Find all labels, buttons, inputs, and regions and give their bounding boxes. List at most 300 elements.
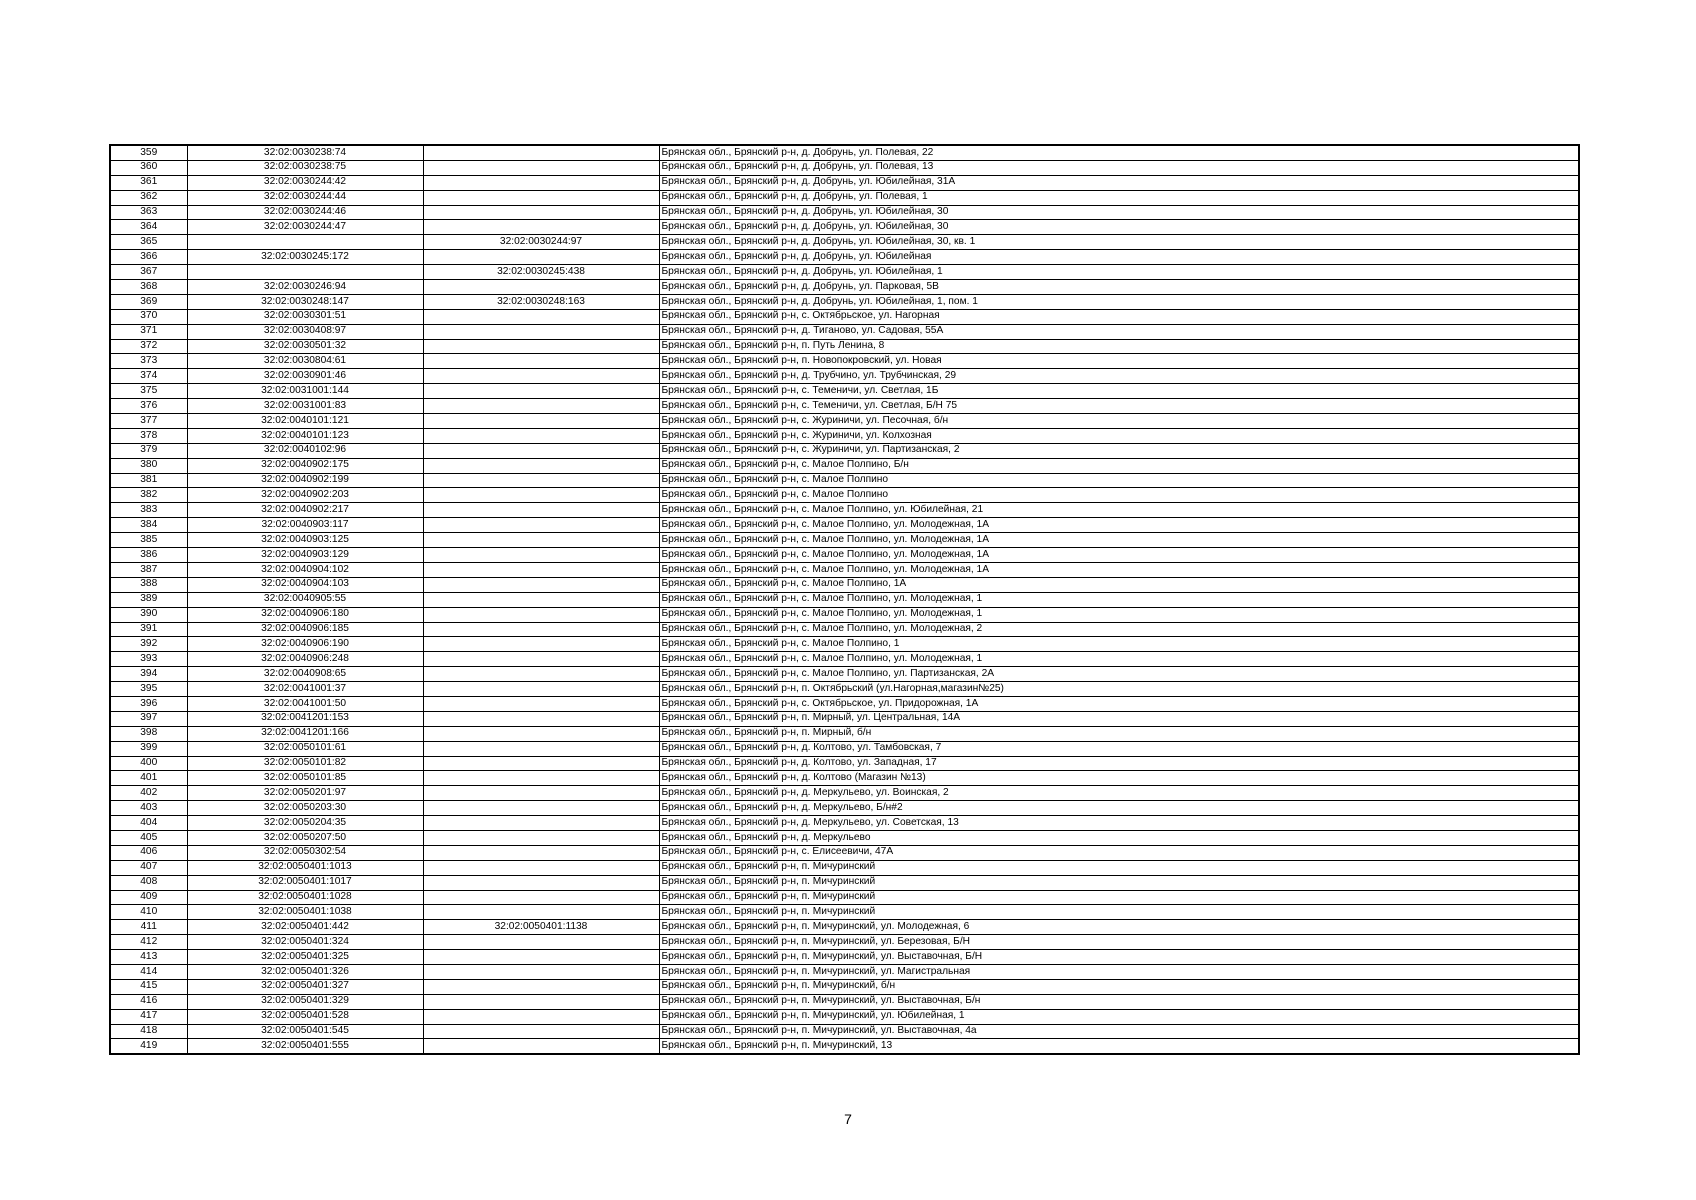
table-row (110, 294, 1579, 309)
table-row (110, 488, 1579, 503)
related-cadastral-number-cell (423, 741, 659, 756)
address-cell: Брянская обл., Брянский р-н, с. Журиничи, ул. Песочная, б/н (659, 414, 1579, 429)
address-cell: Брянская обл., Брянский р-н, п. Новопокровский, ул. Новая (659, 354, 1579, 369)
table-row (110, 339, 1579, 354)
address-cell: Брянская обл., Брянский р-н, п. Мичуринский (659, 860, 1579, 875)
related-cadastral-number-cell (423, 845, 659, 860)
row-number-cell: 376 (110, 399, 187, 414)
address-cell: Брянская обл., Брянский р-н, с. Малое Полпино, ул. Партизанская, 2А (659, 667, 1579, 682)
table-row (110, 1009, 1579, 1024)
address-cell: Брянская обл., Брянский р-н, с. Малое Полпино, 1 (659, 637, 1579, 652)
related-cadastral-number-cell (423, 533, 659, 548)
related-cadastral-number-cell (423, 354, 659, 369)
row-number-cell: 365 (110, 235, 187, 250)
table-row (110, 518, 1579, 533)
row-number-cell: 415 (110, 979, 187, 994)
table-row (110, 935, 1579, 950)
table-row (110, 771, 1579, 786)
row-number-cell: 395 (110, 682, 187, 697)
address-cell: Брянская обл., Брянский р-н, с. Октябрьское, ул. Придорожная, 1А (659, 696, 1579, 711)
cadastral-number-cell: 32:02:0050401:327 (187, 979, 423, 994)
table-row (110, 741, 1579, 756)
related-cadastral-number-cell (423, 786, 659, 801)
address-cell: Брянская обл., Брянский р-н, п. Мирный, ул. Центральная, 14А (659, 711, 1579, 726)
cadastral-number-cell: 32:02:0050401:528 (187, 1009, 423, 1024)
row-number-cell: 368 (110, 280, 187, 295)
table-row (110, 726, 1579, 741)
address-cell: Брянская обл., Брянский р-н, д. Колтово, ул. Западная, 17 (659, 756, 1579, 771)
address-cell: Брянская обл., Брянский р-н, п. Мирный, б/н (659, 726, 1579, 741)
row-number-cell: 366 (110, 250, 187, 265)
address-cell: Брянская обл., Брянский р-н, п. Мичуринский, ул. Выставочная, Б/н (659, 994, 1579, 1009)
related-cadastral-number-cell (423, 369, 659, 384)
cadastral-number-cell: 32:02:0050401:545 (187, 1024, 423, 1039)
cadastral-number-cell: 32:02:0030244:47 (187, 220, 423, 235)
table-row (110, 682, 1579, 697)
table-row (110, 428, 1579, 443)
row-number-cell: 414 (110, 964, 187, 979)
row-number-cell: 408 (110, 875, 187, 890)
row-number-cell: 409 (110, 890, 187, 905)
address-cell: Брянская обл., Брянский р-н, д. Добрунь, ул. Юбилейная, 1 (659, 265, 1579, 280)
cadastral-number-cell: 32:02:0030301:51 (187, 309, 423, 324)
table-row (110, 250, 1579, 265)
related-cadastral-number-cell (423, 145, 659, 160)
cadastral-number-cell: 32:02:0040906:180 (187, 607, 423, 622)
row-number-cell: 361 (110, 175, 187, 190)
table-row (110, 964, 1579, 979)
table-row (110, 414, 1579, 429)
cadastral-number-cell: 32:02:0050401:1028 (187, 890, 423, 905)
table-row (110, 324, 1579, 339)
row-number-cell: 403 (110, 801, 187, 816)
cadastral-number-cell: 32:02:0040902:203 (187, 488, 423, 503)
row-number-cell: 370 (110, 309, 187, 324)
related-cadastral-number-cell (423, 175, 659, 190)
table-row (110, 265, 1579, 280)
related-cadastral-number-cell (423, 1009, 659, 1024)
address-cell: Брянская обл., Брянский р-н, д. Меркульево, ул. Советская, 13 (659, 816, 1579, 831)
row-number-cell: 363 (110, 205, 187, 220)
table-row (110, 652, 1579, 667)
row-number-cell: 387 (110, 562, 187, 577)
cadastral-number-cell: 32:02:0041001:37 (187, 682, 423, 697)
address-cell: Брянская обл., Брянский р-н, п. Мичуринский, ул. Выставочная, 4а (659, 1024, 1579, 1039)
cadastral-number-cell: 32:02:0040904:103 (187, 577, 423, 592)
cadastral-number-cell: 32:02:0030246:94 (187, 280, 423, 295)
cadastral-number-cell: 32:02:0050401:555 (187, 1039, 423, 1054)
address-cell: Брянская обл., Брянский р-н, д. Добрунь, ул. Юбилейная, 30 (659, 205, 1579, 220)
address-cell: Брянская обл., Брянский р-н, д. Меркульево, ул. Воинская, 2 (659, 786, 1579, 801)
cadastral-number-cell: 32:02:0030501:32 (187, 339, 423, 354)
row-number-cell: 419 (110, 1039, 187, 1054)
cadastral-number-cell: 32:02:0050101:82 (187, 756, 423, 771)
related-cadastral-number-cell (423, 443, 659, 458)
cadastral-number-cell: 32:02:0050401:324 (187, 935, 423, 950)
cadastral-number-cell: 32:02:0050401:325 (187, 950, 423, 965)
related-cadastral-number-cell (423, 309, 659, 324)
row-number-cell: 418 (110, 1024, 187, 1039)
row-number-cell: 380 (110, 458, 187, 473)
address-cell: Брянская обл., Брянский р-н, д. Колтово (Магазин №13) (659, 771, 1579, 786)
related-cadastral-number-cell (423, 324, 659, 339)
address-cell: Брянская обл., Брянский р-н, п. Мичуринский, ул. Юбилейная, 1 (659, 1009, 1579, 1024)
cadastral-number-cell: 32:02:0050401:442 (187, 920, 423, 935)
address-cell: Брянская обл., Брянский р-н, д. Добрунь, ул. Парковая, 5В (659, 280, 1579, 295)
table-row (110, 830, 1579, 845)
address-cell: Брянская обл., Брянский р-н, д. Добрунь, ул. Юбилейная, 30, кв. 1 (659, 235, 1579, 250)
row-number-cell: 379 (110, 443, 187, 458)
cadastral-number-cell: 32:02:0030244:44 (187, 190, 423, 205)
cadastral-number-cell: 32:02:0040903:129 (187, 548, 423, 563)
table-row (110, 473, 1579, 488)
row-number-cell: 369 (110, 294, 187, 309)
cadastral-number-cell: 32:02:0050401:326 (187, 964, 423, 979)
related-cadastral-number-cell (423, 905, 659, 920)
row-number-cell: 386 (110, 548, 187, 563)
row-number-cell: 382 (110, 488, 187, 503)
address-cell: Брянская обл., Брянский р-н, д. Добрунь, ул. Полевая, 1 (659, 190, 1579, 205)
cadastral-number-cell: 32:02:0040102:96 (187, 443, 423, 458)
cadastral-number-cell: 32:02:0040903:125 (187, 533, 423, 548)
related-cadastral-number-cell (423, 875, 659, 890)
row-number-cell: 371 (110, 324, 187, 339)
address-cell: Брянская обл., Брянский р-н, д. Меркульево (659, 830, 1579, 845)
related-cadastral-number-cell (423, 667, 659, 682)
address-cell: Брянская обл., Брянский р-н, с. Малое Полпино, ул. Молодежная, 1А (659, 548, 1579, 563)
cadastral-number-cell: 32:02:0040101:121 (187, 414, 423, 429)
table-row (110, 875, 1579, 890)
row-number-cell: 375 (110, 384, 187, 399)
related-cadastral-number-cell (423, 756, 659, 771)
table-row (110, 711, 1579, 726)
table-row (110, 1024, 1579, 1039)
cadastral-number-cell: 32:02:0040906:248 (187, 652, 423, 667)
cadastral-number-cell: 32:02:0030408:97 (187, 324, 423, 339)
table-row (110, 145, 1579, 160)
related-cadastral-number-cell (423, 830, 659, 845)
related-cadastral-number-cell: 32:02:0030248:163 (423, 294, 659, 309)
address-cell: Брянская обл., Брянский р-н, п. Мичуринский, ул. Молодежная, 6 (659, 920, 1579, 935)
row-number-cell: 373 (110, 354, 187, 369)
row-number-cell: 406 (110, 845, 187, 860)
related-cadastral-number-cell (423, 950, 659, 965)
cadastral-number-cell (187, 265, 423, 280)
address-cell: Брянская обл., Брянский р-н, д. Добрунь, ул. Юбилейная, 1, пом. 1 (659, 294, 1579, 309)
address-cell: Брянская обл., Брянский р-н, п. Мичуринский, ул. Магистральная (659, 964, 1579, 979)
address-cell: Брянская обл., Брянский р-н, п. Октябрьский (ул.Нагорная,магазин№25) (659, 682, 1579, 697)
row-number-cell: 412 (110, 935, 187, 950)
address-cell: Брянская обл., Брянский р-н, д. Колтово, ул. Тамбовская, 7 (659, 741, 1579, 756)
related-cadastral-number-cell (423, 622, 659, 637)
table-row (110, 354, 1579, 369)
table-row (110, 890, 1579, 905)
table-row (110, 801, 1579, 816)
related-cadastral-number-cell (423, 548, 659, 563)
table-row (110, 607, 1579, 622)
table-row (110, 905, 1579, 920)
row-number-cell: 405 (110, 830, 187, 845)
row-number-cell: 372 (110, 339, 187, 354)
table-row (110, 637, 1579, 652)
row-number-cell: 411 (110, 920, 187, 935)
related-cadastral-number-cell (423, 205, 659, 220)
table-row (110, 592, 1579, 607)
cadastral-number-cell: 32:02:0040906:185 (187, 622, 423, 637)
row-number-cell: 383 (110, 503, 187, 518)
related-cadastral-number-cell (423, 1024, 659, 1039)
address-cell: Брянская обл., Брянский р-н, д. Добрунь, ул. Юбилейная, 31А (659, 175, 1579, 190)
table-row (110, 458, 1579, 473)
related-cadastral-number-cell (423, 384, 659, 399)
row-number-cell: 416 (110, 994, 187, 1009)
row-number-cell: 367 (110, 265, 187, 280)
row-number-cell: 398 (110, 726, 187, 741)
table-row (110, 667, 1579, 682)
property-register-table (109, 144, 1580, 1055)
related-cadastral-number-cell (423, 577, 659, 592)
cadastral-number-cell: 32:02:0030238:75 (187, 160, 423, 175)
cadastral-number-cell: 32:02:0031001:83 (187, 399, 423, 414)
table-row (110, 190, 1579, 205)
row-number-cell: 399 (110, 741, 187, 756)
related-cadastral-number-cell (423, 652, 659, 667)
cadastral-number-cell: 32:02:0050401:329 (187, 994, 423, 1009)
address-cell: Брянская обл., Брянский р-н, с. Журиничи, ул. Колхозная (659, 428, 1579, 443)
row-number-cell: 381 (110, 473, 187, 488)
table-row (110, 443, 1579, 458)
address-cell: Брянская обл., Брянский р-н, с. Малое Полпино (659, 488, 1579, 503)
cadastral-number-cell: 32:02:0040902:217 (187, 503, 423, 518)
related-cadastral-number-cell (423, 979, 659, 994)
table-row (110, 280, 1579, 295)
related-cadastral-number-cell (423, 964, 659, 979)
row-number-cell: 388 (110, 577, 187, 592)
related-cadastral-number-cell (423, 458, 659, 473)
address-cell: Брянская обл., Брянский р-н, д. Добрунь, ул. Юбилейная, 30 (659, 220, 1579, 235)
related-cadastral-number-cell (423, 160, 659, 175)
cadastral-number-cell: 32:02:0040905:55 (187, 592, 423, 607)
related-cadastral-number-cell (423, 339, 659, 354)
cadastral-number-cell: 32:02:0030244:46 (187, 205, 423, 220)
address-cell: Брянская обл., Брянский р-н, с. Теменичи, ул. Светлая, 1Б (659, 384, 1579, 399)
address-cell: Брянская обл., Брянский р-н, д. Добрунь, ул. Полевая, 22 (659, 145, 1579, 160)
address-cell: Брянская обл., Брянский р-н, с. Малое Полпино, ул. Молодежная, 1 (659, 592, 1579, 607)
related-cadastral-number-cell (423, 428, 659, 443)
row-number-cell: 413 (110, 950, 187, 965)
cadastral-number-cell: 32:02:0041201:166 (187, 726, 423, 741)
related-cadastral-number-cell (423, 250, 659, 265)
address-cell: Брянская обл., Брянский р-н, с. Малое Полпино, ул. Молодежная, 1А (659, 518, 1579, 533)
related-cadastral-number-cell (423, 220, 659, 235)
related-cadastral-number-cell (423, 562, 659, 577)
address-cell: Брянская обл., Брянский р-н, п. Мичуринский (659, 875, 1579, 890)
related-cadastral-number-cell: 32:02:0030245:438 (423, 265, 659, 280)
related-cadastral-number-cell (423, 414, 659, 429)
table-row (110, 205, 1579, 220)
related-cadastral-number-cell (423, 190, 659, 205)
related-cadastral-number-cell (423, 801, 659, 816)
row-number-cell: 394 (110, 667, 187, 682)
address-cell: Брянская обл., Брянский р-н, п. Мичуринский, ул. Выставочная, Б/Н (659, 950, 1579, 965)
related-cadastral-number-cell (423, 994, 659, 1009)
cadastral-number-cell: 32:02:0041201:153 (187, 711, 423, 726)
table-row (110, 220, 1579, 235)
address-cell: Брянская обл., Брянский р-н, с. Малое Полпино (659, 473, 1579, 488)
related-cadastral-number-cell (423, 518, 659, 533)
related-cadastral-number-cell (423, 280, 659, 295)
cadastral-number-cell: 32:02:0030901:46 (187, 369, 423, 384)
related-cadastral-number-cell (423, 935, 659, 950)
address-cell: Брянская обл., Брянский р-н, с. Малое Полпино, ул. Молодежная, 1 (659, 607, 1579, 622)
row-number-cell: 377 (110, 414, 187, 429)
row-number-cell: 410 (110, 905, 187, 920)
cadastral-number-cell: 32:02:0030804:61 (187, 354, 423, 369)
table-row (110, 786, 1579, 801)
table-row (110, 950, 1579, 965)
cadastral-number-cell: 32:02:0050401:1013 (187, 860, 423, 875)
cadastral-number-cell: 32:02:0030244:42 (187, 175, 423, 190)
cadastral-number-cell: 32:02:0040904:102 (187, 562, 423, 577)
page-number: 7 (844, 1111, 852, 1127)
related-cadastral-number-cell (423, 473, 659, 488)
row-number-cell: 378 (110, 428, 187, 443)
cadastral-number-cell: 32:02:0050203:30 (187, 801, 423, 816)
address-cell: Брянская обл., Брянский р-н, п. Мичуринский, 13 (659, 1039, 1579, 1054)
address-cell: Брянская обл., Брянский р-н, с. Малое Полпино, 1А (659, 577, 1579, 592)
table-row (110, 816, 1579, 831)
related-cadastral-number-cell (423, 503, 659, 518)
related-cadastral-number-cell (423, 1039, 659, 1054)
row-number-cell: 404 (110, 816, 187, 831)
address-cell: Брянская обл., Брянский р-н, п. Путь Ленина, 8 (659, 339, 1579, 354)
address-cell: Брянская обл., Брянский р-н, с. Малое Полпино, ул. Молодежная, 1 (659, 652, 1579, 667)
cadastral-number-cell: 32:02:0030248:147 (187, 294, 423, 309)
address-cell: Брянская обл., Брянский р-н, д. Тиганово, ул. Садовая, 55А (659, 324, 1579, 339)
address-cell: Брянская обл., Брянский р-н, с. Малое Полпино, ул. Молодежная, 2 (659, 622, 1579, 637)
row-number-cell: 389 (110, 592, 187, 607)
cadastral-number-cell: 32:02:0040902:175 (187, 458, 423, 473)
row-number-cell: 396 (110, 696, 187, 711)
related-cadastral-number-cell: 32:02:0050401:1138 (423, 920, 659, 935)
cadastral-number-cell: 32:02:0050207:50 (187, 830, 423, 845)
related-cadastral-number-cell (423, 682, 659, 697)
cadastral-number-cell: 32:02:0040908:65 (187, 667, 423, 682)
row-number-cell: 390 (110, 607, 187, 622)
table-row (110, 548, 1579, 563)
related-cadastral-number-cell (423, 696, 659, 711)
address-cell: Брянская обл., Брянский р-н, д. Добрунь, ул. Юбилейная (659, 250, 1579, 265)
row-number-cell: 360 (110, 160, 187, 175)
related-cadastral-number-cell (423, 607, 659, 622)
address-cell: Брянская обл., Брянский р-н, д. Меркульево, Б/н#2 (659, 801, 1579, 816)
row-number-cell: 391 (110, 622, 187, 637)
row-number-cell: 393 (110, 652, 187, 667)
table-row (110, 756, 1579, 771)
address-cell: Брянская обл., Брянский р-н, с. Малое Полпино, ул. Молодежная, 1А (659, 562, 1579, 577)
cadastral-number-cell: 32:02:0030238:74 (187, 145, 423, 160)
cadastral-number-cell: 32:02:0040101:123 (187, 428, 423, 443)
related-cadastral-number-cell (423, 771, 659, 786)
cadastral-number-cell: 32:02:0050302:54 (187, 845, 423, 860)
cadastral-number-cell: 32:02:0050401:1017 (187, 875, 423, 890)
related-cadastral-number-cell (423, 399, 659, 414)
cadastral-number-cell: 32:02:0040902:199 (187, 473, 423, 488)
row-number-cell: 362 (110, 190, 187, 205)
address-cell: Брянская обл., Брянский р-н, п. Мичуринский, б/н (659, 979, 1579, 994)
cadastral-number-cell: 32:02:0031001:144 (187, 384, 423, 399)
cadastral-number-cell: 32:02:0050101:61 (187, 741, 423, 756)
row-number-cell: 384 (110, 518, 187, 533)
row-number-cell: 407 (110, 860, 187, 875)
cadastral-number-cell (187, 235, 423, 250)
related-cadastral-number-cell (423, 711, 659, 726)
table-row (110, 577, 1579, 592)
related-cadastral-number-cell (423, 860, 659, 875)
related-cadastral-number-cell (423, 637, 659, 652)
related-cadastral-number-cell (423, 488, 659, 503)
table-row (110, 160, 1579, 175)
address-cell: Брянская обл., Брянский р-н, с. Малое Полпино, Б/н (659, 458, 1579, 473)
cadastral-number-cell: 32:02:0050204:35 (187, 816, 423, 831)
table-row (110, 503, 1579, 518)
address-cell: Брянская обл., Брянский р-н, с. Елисеевичи, 47А (659, 845, 1579, 860)
row-number-cell: 417 (110, 1009, 187, 1024)
related-cadastral-number-cell (423, 726, 659, 741)
address-cell: Брянская обл., Брянский р-н, д. Трубчино, ул. Трубчинская, 29 (659, 369, 1579, 384)
address-cell: Брянская обл., Брянский р-н, с. Октябрьское, ул. Нагорная (659, 309, 1579, 324)
row-number-cell: 364 (110, 220, 187, 235)
cadastral-number-cell: 32:02:0040906:190 (187, 637, 423, 652)
row-number-cell: 397 (110, 711, 187, 726)
related-cadastral-number-cell: 32:02:0030244:97 (423, 235, 659, 250)
cadastral-number-cell: 32:02:0050201:97 (187, 786, 423, 801)
row-number-cell: 401 (110, 771, 187, 786)
row-number-cell: 392 (110, 637, 187, 652)
row-number-cell: 359 (110, 145, 187, 160)
table-row (110, 235, 1579, 250)
table-row (110, 384, 1579, 399)
cadastral-number-cell: 32:02:0030245:172 (187, 250, 423, 265)
table-row (110, 533, 1579, 548)
address-cell: Брянская обл., Брянский р-н, с. Теменичи, ул. Светлая, Б/Н 75 (659, 399, 1579, 414)
table-row (110, 175, 1579, 190)
cadastral-number-cell: 32:02:0050101:85 (187, 771, 423, 786)
table-row (110, 309, 1579, 324)
table-row (110, 994, 1579, 1009)
table-row (110, 845, 1579, 860)
table-row (110, 562, 1579, 577)
cadastral-number-cell: 32:02:0040903:117 (187, 518, 423, 533)
address-cell: Брянская обл., Брянский р-н, д. Добрунь, ул. Полевая, 13 (659, 160, 1579, 175)
cadastral-number-cell: 32:02:0041001:50 (187, 696, 423, 711)
table-row (110, 979, 1579, 994)
address-cell: Брянская обл., Брянский р-н, п. Мичуринский, ул. Березовая, Б/Н (659, 935, 1579, 950)
table-row (110, 696, 1579, 711)
table-row (110, 622, 1579, 637)
row-number-cell: 400 (110, 756, 187, 771)
table-body (110, 145, 1579, 1054)
address-cell: Брянская обл., Брянский р-н, п. Мичуринский (659, 890, 1579, 905)
cadastral-number-cell: 32:02:0050401:1038 (187, 905, 423, 920)
related-cadastral-number-cell (423, 816, 659, 831)
table-row (110, 920, 1579, 935)
related-cadastral-number-cell (423, 890, 659, 905)
related-cadastral-number-cell (423, 592, 659, 607)
table-row (110, 860, 1579, 875)
table-row (110, 399, 1579, 414)
address-cell: Брянская обл., Брянский р-н, с. Журиничи, ул. Партизанская, 2 (659, 443, 1579, 458)
